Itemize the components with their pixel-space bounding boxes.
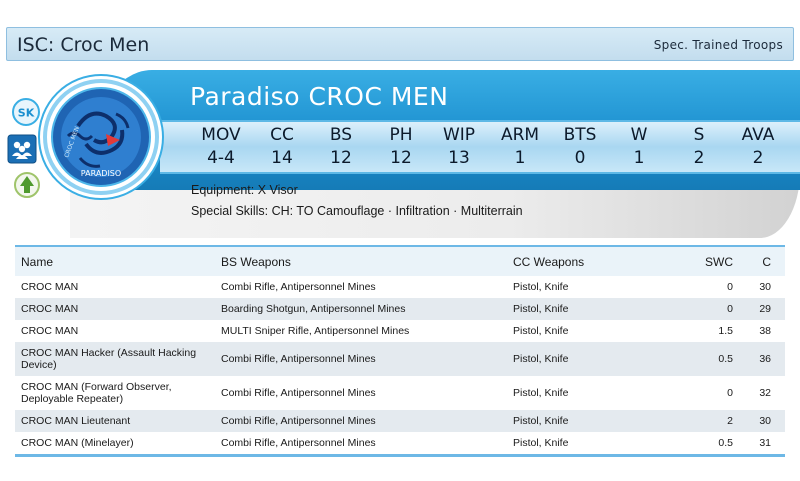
table-row[interactable] — [15, 298, 785, 320]
cell-swc: 0 — [727, 387, 733, 399]
stat-value: 12 — [390, 148, 412, 168]
cell-cc-weapons: Pistol, Knife — [513, 437, 569, 449]
table-header-row — [15, 247, 785, 276]
stat-label: BTS — [563, 125, 597, 145]
column-header-name: Name — [21, 254, 54, 269]
cell-name: CROC MAN (Minelayer) — [21, 437, 134, 449]
cell-cc-weapons: Pistol, Knife — [513, 325, 569, 337]
stat-label: PH — [389, 125, 413, 145]
special-skills-text: Special Skills: CH: TO Camouflage · Infiltration · Multiterrain — [191, 204, 523, 218]
cell-name: CROC MAN — [21, 325, 79, 337]
stat-value: 4-4 — [207, 148, 235, 168]
cell-name: CROC MAN Hacker (Assault Hacking Device) — [21, 347, 197, 371]
stat-mov — [186, 124, 256, 170]
cell-name: CROC MAN Lieutenant — [21, 415, 131, 427]
cell-bs-weapons: Combi Rifle, Antipersonnel Mines — [221, 415, 376, 427]
column-header-bs-weapons: BS Weapons — [221, 254, 291, 269]
cell-cost: 38 — [759, 325, 771, 337]
unit-name: Paradiso CROC MEN — [190, 82, 449, 111]
stat-label: MOV — [201, 125, 241, 145]
cell-swc: 0 — [727, 303, 733, 315]
stat-label: W — [630, 125, 648, 145]
troop-type-label: Spec. Trained Troops — [653, 38, 783, 52]
stat-value: 12 — [330, 148, 352, 168]
emblem-text: PARADISO — [80, 169, 122, 178]
cell-swc: 0.5 — [718, 353, 733, 365]
cell-bs-weapons: Combi Rifle, Antipersonnel Mines — [221, 353, 376, 365]
stat-value: 1 — [514, 148, 526, 168]
table-row[interactable] — [15, 342, 785, 376]
cell-swc: 0.5 — [718, 437, 733, 449]
table-row[interactable] — [15, 276, 785, 298]
cell-bs-weapons: Combi Rifle, Antipersonnel Mines — [221, 437, 376, 449]
column-header-swc: SWC — [705, 254, 733, 269]
stat-wip — [424, 124, 494, 170]
emblem-text: CROC MEN — [63, 125, 82, 159]
unit-header — [0, 62, 800, 238]
equipment-text: Equipment: X Visor — [191, 183, 298, 197]
cell-cc-weapons: Pistol, Knife — [513, 387, 569, 399]
cell-cc-weapons: Pistol, Knife — [513, 281, 569, 293]
stat-label: WIP — [442, 125, 476, 145]
cell-cost: 32 — [759, 387, 771, 399]
cell-name: CROC MAN — [21, 303, 79, 315]
table-row[interactable] — [15, 410, 785, 432]
cell-bs-weapons: Boarding Shotgun, Antipersonnel Mines — [221, 303, 406, 315]
sk-badge-label: SK — [17, 106, 35, 120]
cell-bs-weapons: MULTI Sniper Rifle, Antipersonnel Mines — [221, 325, 410, 337]
isc-title: ISC: Croc Men — [17, 34, 150, 56]
cell-swc: 2 — [727, 415, 733, 427]
stat-label: S — [693, 125, 705, 145]
column-header-cost: C — [762, 254, 771, 269]
stat-label: BS — [329, 125, 353, 145]
cell-cost: 36 — [759, 353, 771, 365]
croc-men-emblem-icon — [38, 74, 164, 200]
cell-cc-weapons: Pistol, Knife — [513, 303, 569, 315]
stat-value: 2 — [752, 148, 764, 168]
cell-swc: 1.5 — [718, 325, 733, 337]
table-row[interactable] — [15, 432, 785, 454]
cell-bs-weapons: Combi Rifle, Antipersonnel Mines — [221, 281, 376, 293]
stat-label: CC — [270, 125, 294, 145]
fireteam-icon — [7, 134, 37, 164]
stat-value: 0 — [574, 148, 586, 168]
cell-cost: 31 — [759, 437, 771, 449]
stat-value: 1 — [633, 148, 645, 168]
stat-value: 14 — [271, 148, 293, 168]
profiles-table — [15, 245, 785, 457]
stat-value: 2 — [693, 148, 705, 168]
cell-swc: 0 — [727, 281, 733, 293]
cell-cost: 29 — [759, 303, 771, 315]
column-header-cc-weapons: CC Weapons — [513, 254, 585, 269]
table-row[interactable] — [15, 376, 785, 410]
cell-name: CROC MAN — [21, 281, 79, 293]
stat-ava — [723, 124, 793, 170]
isc-title-bar — [6, 27, 794, 61]
rank-chevron-icon — [14, 172, 40, 198]
cell-cc-weapons: Pistol, Knife — [513, 353, 569, 365]
stat-label: ARM — [500, 125, 540, 145]
stat-value: 13 — [448, 148, 470, 168]
cell-cc-weapons: Pistol, Knife — [513, 415, 569, 427]
stat-strip — [160, 120, 800, 174]
cell-bs-weapons: Combi Rifle, Antipersonnel Mines — [221, 387, 376, 399]
cell-cost: 30 — [759, 281, 771, 293]
cell-name: CROC MAN (Forward Observer, Deployable Repeater) — [21, 381, 172, 405]
table-row[interactable] — [15, 320, 785, 342]
stat-label: AVA — [741, 125, 775, 145]
cell-cost: 30 — [759, 415, 771, 427]
sk-badge-icon — [12, 98, 40, 126]
